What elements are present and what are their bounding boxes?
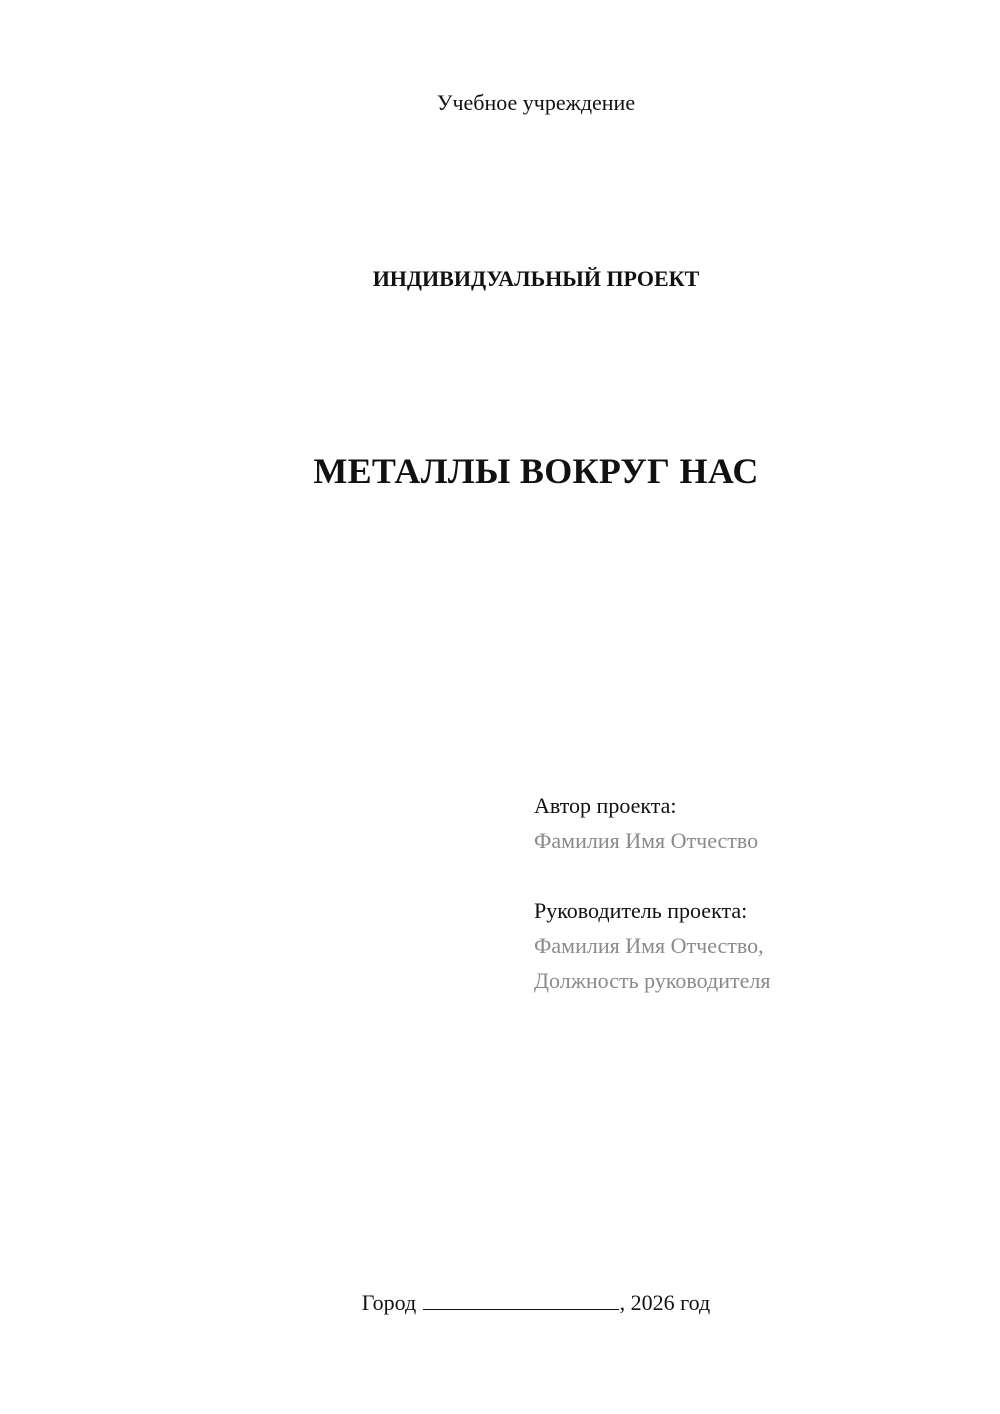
project-info-block — [534, 788, 770, 998]
supervisor-name: Фамилия Имя Отчество, — [534, 933, 764, 958]
city-blank-line — [423, 1289, 619, 1310]
author-label: Автор проекта: — [534, 793, 677, 818]
author-name: Фамилия Имя Отчество — [534, 828, 759, 853]
project-title: МЕТАЛЛЫ ВОКРУГ НАС — [313, 451, 759, 491]
institution-name: Учебное учреждение — [436, 90, 636, 115]
supervisor-label: Руководитель проекта: — [534, 898, 748, 923]
city-label: Город — [361, 1290, 417, 1315]
info-spacer — [534, 858, 770, 893]
year-text: , 2026 год — [619, 1290, 711, 1315]
supervisor-position: Должность руководителя — [534, 968, 771, 993]
project-type-heading: ИНДИВИДУАЛЬНЫЙ ПРОЕКТ — [372, 266, 700, 291]
footer-city-year — [0, 1289, 1000, 1316]
